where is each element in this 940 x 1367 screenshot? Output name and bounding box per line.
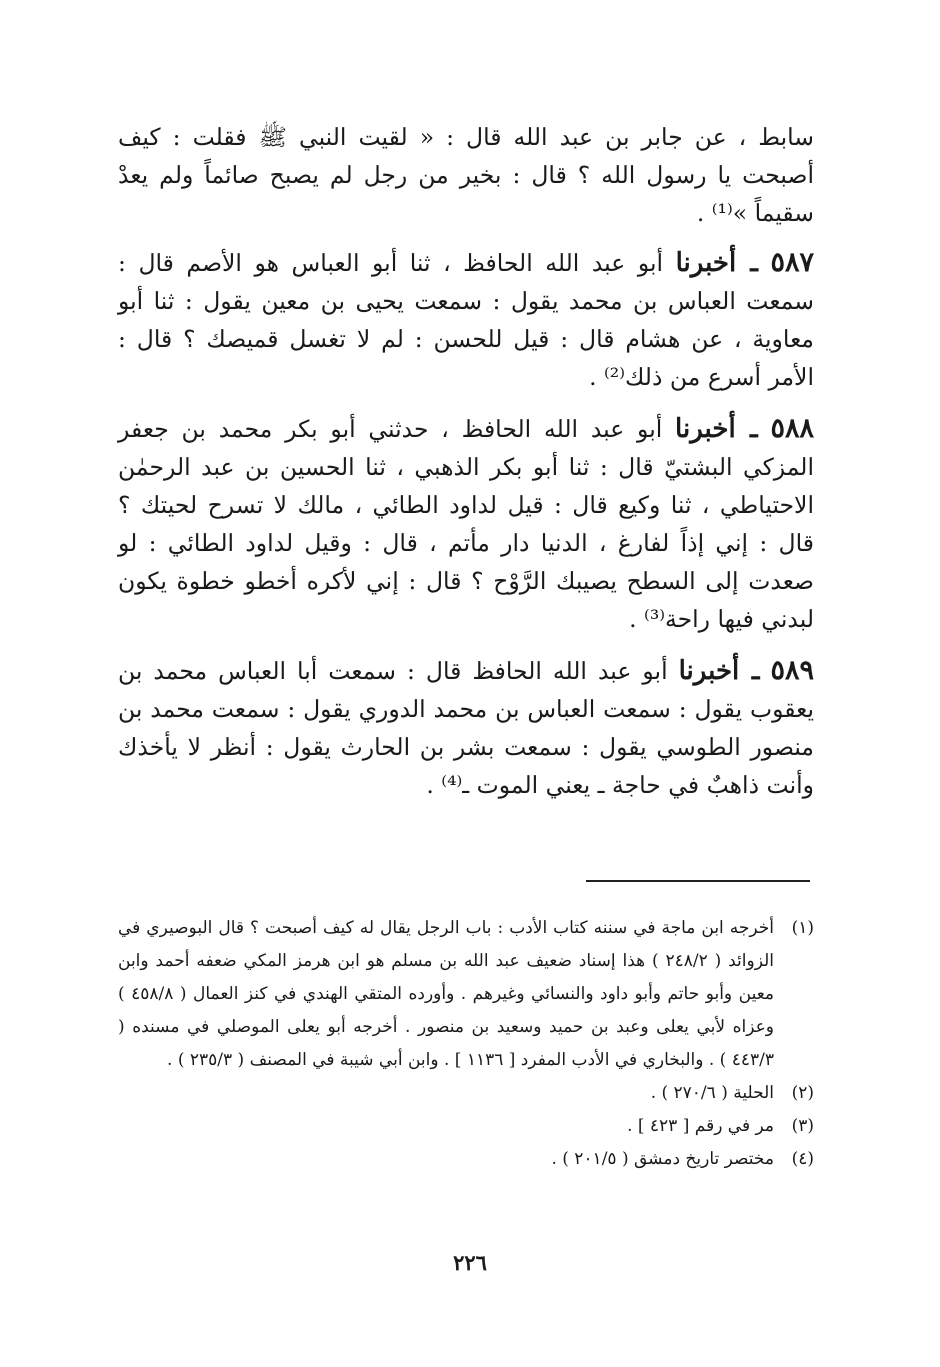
intro-text: سابط ، عن جابر بن عبد الله قال : « لقيت النبي ﷺ فقلت : كيف أصبحت يا رسول الله ؟ قال : بخير من رجل لم يصبح صائماً ولم يعدْ سقيماً »⁽¹⁾ .	[118, 123, 814, 227]
footnote-3	[118, 1110, 814, 1143]
footnotes	[118, 912, 814, 1176]
footnote-marker: (٢)	[791, 1083, 814, 1103]
hadith-number: ٥٨٨	[770, 413, 814, 444]
footnote-text: مختصر تاريخ دمشق ( ٢٠١/٥ ) .	[551, 1149, 774, 1169]
footnote-4	[118, 1143, 814, 1176]
hadith-number: ٥٨٧	[770, 247, 814, 278]
hadith-589	[118, 652, 814, 804]
hadith-587	[118, 244, 814, 396]
intro-paragraph	[118, 118, 814, 232]
main-text	[118, 118, 814, 804]
hadith-text: أبو عبد الله الحافظ قال : سمعت أبا العباس محمد بن يعقوب يقول : سمعت العباس بن محمد الدوري يقول : سمعت محمد بن منصور الطوسي يقول : سمعت بشر بن الحارث يقول : أنظر لا يأخذك وأنت ذاهبٌ في حاجة ـ يعني الموت ـ⁽⁴⁾ .	[118, 657, 814, 799]
page-number: ٢٢٦	[453, 1250, 487, 1275]
hadith-keyword: ـ أخبرنا	[678, 656, 760, 686]
footnote-marker: (٤)	[791, 1149, 814, 1169]
hadith-text: أبو عبد الله الحافظ ، ثنا أبو العباس هو الأصم قال : سمعت العباس بن محمد يقول : سمعت يحيى بن معين يقول : ثنا أبو معاوية ، عن هشام قال : قيل للحسن : لم لا تغسل قميصك ؟ قال : الأمر أسرع من ذلك⁽²⁾ .	[118, 249, 814, 391]
hadith-number: ٥٨٩	[770, 655, 814, 686]
footnote-text: مر في رقم [ ٤٢٣ ] .	[627, 1116, 774, 1136]
hadith-keyword: ـ أخبرنا	[675, 248, 758, 278]
footnote-divider	[586, 880, 810, 882]
footnote-text: الحلية ( ٢٧٠/٦ ) .	[650, 1083, 774, 1103]
footnote-text: أخرجه ابن ماجة في سننه كتاب الأدب : باب الرجل يقال له كيف أصبحت ؟ قال البوصيري في الزوائد ( ٢٤٨/٢ ) هذا إسناد ضعيف عبد الله بن مسلم هو ابن هرمز المكي ضعفه أحمد وابن معين وأبو حاتم وأبو داود والنسائي وغيرهم . وأورده المتقي الهندي في كنز العمال ( ٤٥٨/٨ ) وعزاه لأبي يعلى وعبد بن حميد وسعيد بن منصور . أخرجه أبو يعلى الموصلي في مسنده ( ٤٤٣/٣ ) . والبخاري في الأدب المفرد [ ١١٣٦ ] . وابن أبي شيبة في المصنف ( ٢٣٥/٣ ) .	[118, 918, 774, 1070]
hadith-keyword: ـ أخبرنا	[675, 414, 758, 444]
footnote-marker: (٣)	[791, 1116, 814, 1136]
hadith-text: أبو عبد الله الحافظ ، حدثني أبو بكر محمد بن جعفر المزكي البشتيّ قال : ثنا أبو بكر الذهبي ، ثنا الحسين بن عبد الرحمٰن الاحتياطي ، ثنا وكيع قال : قيل لداود الطائي ، مالك لا تسرح لحيتك ؟ قال : إني إذاً لفارغ ، الدنيا دار مأتم ، قال : وقيل لداود الطائي : لو صعدت إلى السطح يصيبك الرَّوْح ؟ قال : إني لأكره أخطو خطوة يكون لبدني فيها راحة⁽³⁾ .	[118, 415, 814, 633]
footnote-1	[118, 912, 814, 1077]
hadith-588	[118, 410, 814, 638]
footnote-2	[118, 1077, 814, 1110]
page-body	[118, 118, 814, 818]
footnote-marker: (١)	[791, 918, 814, 938]
